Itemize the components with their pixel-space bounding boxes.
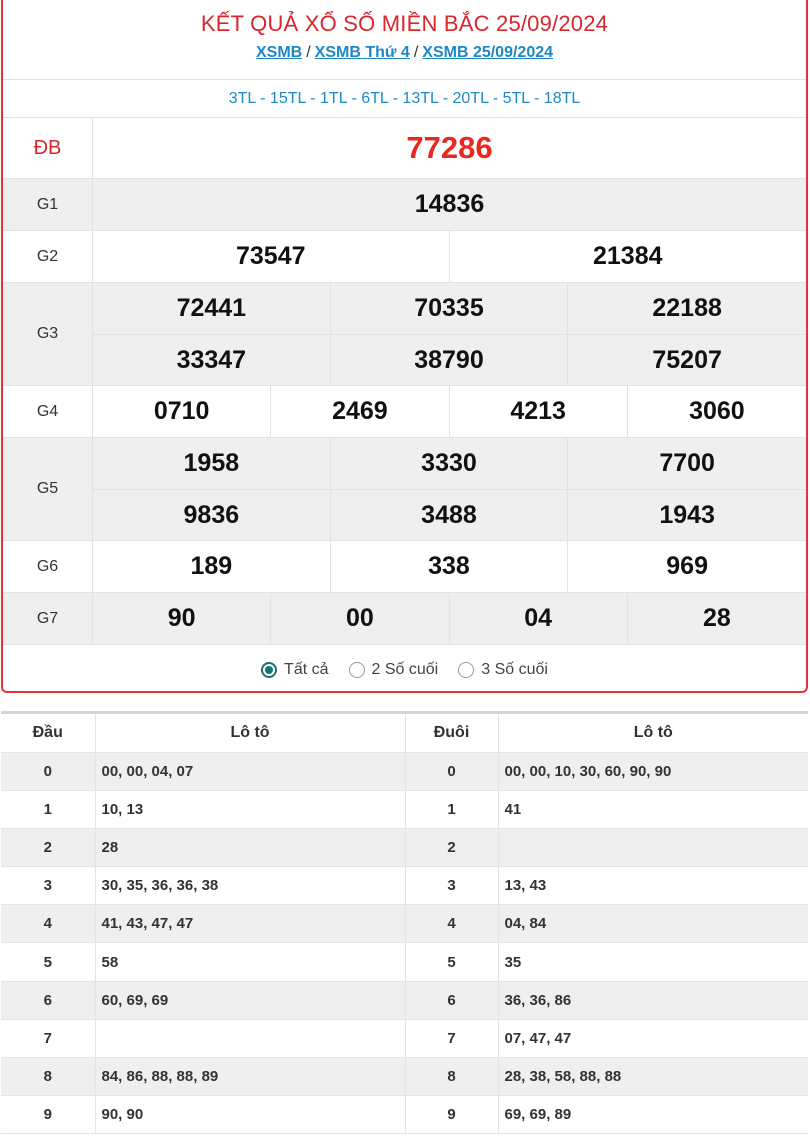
dau-loto-values: 60, 69, 69 [95, 981, 405, 1019]
digit-filter [3, 645, 806, 693]
dau-digit: 1 [1, 790, 95, 828]
prize-number: 70335 [331, 283, 569, 334]
prize-row-g1 [3, 179, 806, 231]
column-header-loto: Lô tô [498, 714, 808, 752]
duoi-loto-values: 69, 69, 89 [498, 1096, 808, 1134]
table-row [1, 1096, 808, 1134]
lottery-result-panel [1, 0, 808, 693]
dau-loto-values: 41, 43, 47, 47 [95, 905, 405, 943]
dau-loto-values: 28 [95, 828, 405, 866]
prize-number: 14836 [414, 190, 485, 218]
duoi-digit: 3 [405, 867, 498, 905]
radio-unchecked-icon[interactable] [458, 662, 474, 678]
breadcrumb-xsmb[interactable]: XSMB [255, 44, 303, 61]
dau-loto-values [95, 1019, 405, 1057]
dau-digit: 7 [1, 1019, 95, 1057]
prize-number: 21384 [592, 242, 663, 270]
duoi-digit: 5 [405, 943, 498, 981]
table-row [1, 828, 808, 866]
prize-label-g4: G4 [3, 386, 93, 437]
prize-number: 3488 [331, 489, 569, 541]
dau-digit: 5 [1, 943, 95, 981]
dau-loto-values: 58 [95, 943, 405, 981]
dau-loto-values: 84, 86, 88, 88, 89 [95, 1058, 405, 1096]
duoi-loto-values: 41 [498, 790, 808, 828]
table-row [1, 981, 808, 1019]
prize-number: 3330 [331, 438, 569, 489]
duoi-digit: 4 [405, 905, 498, 943]
prize-label-g5: G5 [3, 438, 93, 540]
table-row [1, 752, 808, 790]
filter-option-all[interactable] [261, 661, 328, 679]
dau-loto-values: 10, 13 [95, 790, 405, 828]
prize-row-g4 [3, 386, 806, 438]
dau-digit: 6 [1, 981, 95, 1019]
prize-number: 22188 [652, 294, 722, 322]
loto-header-row [1, 714, 808, 752]
radio-unchecked-icon[interactable] [349, 662, 365, 678]
duoi-loto-values: 28, 38, 58, 88, 88 [498, 1058, 808, 1096]
table-row [1, 1058, 808, 1096]
result-header [3, 0, 806, 80]
page-title: KẾT QUẢ XỔ SỐ MIỀN BẮC 25/09/2024 [200, 11, 609, 36]
breadcrumb-separator: / [413, 44, 419, 61]
prize-row-g2 [3, 231, 806, 283]
prize-row-db [3, 118, 806, 179]
prize-number: 75207 [568, 334, 806, 386]
prize-number: 1943 [568, 489, 806, 541]
prize-number: 969 [666, 552, 708, 580]
dau-digit: 0 [1, 752, 95, 790]
dau-digit: 3 [1, 867, 95, 905]
prize-number: 0710 [93, 386, 271, 437]
table-row [1, 905, 808, 943]
table-row [1, 867, 808, 905]
prize-label-g7: G7 [3, 593, 93, 644]
breadcrumb-separator: / [306, 44, 311, 61]
filter-option-label: 2 Số cuối [371, 661, 439, 678]
prize-number: 73547 [93, 231, 450, 282]
filter-option-last-2[interactable] [349, 661, 439, 679]
prize-number: 90 [93, 593, 271, 644]
table-row [1, 1019, 808, 1057]
duoi-loto-values [498, 828, 808, 866]
filter-option-label: Tất cả [284, 661, 329, 678]
prize-number: 7700 [659, 449, 715, 477]
loto-panel [1, 711, 808, 1136]
prize-number: 04 [450, 593, 628, 644]
dau-loto-values: 30, 35, 36, 36, 38 [95, 867, 405, 905]
breadcrumb [3, 44, 806, 62]
dau-digit: 8 [1, 1058, 95, 1096]
dau-digit: 2 [1, 828, 95, 866]
special-prize-number: 77286 [406, 130, 493, 165]
prize-row-g3 [3, 283, 806, 386]
prize-number: 33347 [93, 334, 331, 386]
prize-number: 4213 [450, 386, 628, 437]
breadcrumb-xsmb-thu4[interactable]: XSMB Thứ 4 [314, 44, 410, 61]
prize-number: 00 [271, 593, 449, 644]
column-header-duoi: Đuôi [405, 714, 498, 752]
prize-number: 189 [93, 541, 331, 592]
dau-loto-values: 90, 90 [95, 1096, 405, 1134]
prize-number: 9836 [93, 489, 331, 541]
prize-number: 72441 [93, 283, 331, 334]
filter-option-last-3[interactable] [458, 661, 548, 679]
table-row [1, 943, 808, 981]
duoi-loto-values: 04, 84 [498, 905, 808, 943]
prize-number: 2469 [271, 386, 449, 437]
duoi-digit: 6 [405, 981, 498, 1019]
duoi-loto-values: 36, 36, 86 [498, 981, 808, 1019]
dau-loto-values: 00, 00, 04, 07 [95, 752, 405, 790]
duoi-digit: 7 [405, 1019, 498, 1057]
prize-row-g5 [3, 438, 806, 541]
ticket-codes: 3TL - 15TL - 1TL - 6TL - 13TL - 20TL - 5TL - 18TL [3, 80, 806, 118]
duoi-loto-values: 13, 43 [498, 867, 808, 905]
column-header-loto: Lô tô [95, 714, 405, 752]
loto-table [1, 714, 808, 1134]
duoi-loto-values: 00, 00, 10, 30, 60, 90, 90 [498, 752, 808, 790]
breadcrumb-xsmb-date[interactable]: XSMB 25/09/2024 [422, 44, 554, 61]
dau-digit: 4 [1, 905, 95, 943]
prize-number: 28 [702, 604, 731, 632]
duoi-digit: 0 [405, 752, 498, 790]
dau-digit: 9 [1, 1096, 95, 1134]
prize-number: 3060 [689, 397, 745, 425]
duoi-digit: 8 [405, 1058, 498, 1096]
duoi-digit: 9 [405, 1096, 498, 1134]
column-header-dau: Đầu [1, 714, 95, 752]
prize-label-g1: G1 [3, 179, 93, 230]
prize-number: 1958 [93, 438, 331, 489]
duoi-digit: 1 [405, 790, 498, 828]
prize-number: 338 [331, 541, 569, 592]
radio-checked-icon[interactable] [261, 662, 277, 678]
duoi-loto-values: 07, 47, 47 [498, 1019, 808, 1057]
table-row [1, 790, 808, 828]
prize-label-g3: G3 [3, 283, 93, 385]
prize-row-g6 [3, 541, 806, 593]
prize-label-g2: G2 [3, 231, 93, 282]
prize-row-g7 [3, 593, 806, 645]
prize-number: 38790 [331, 334, 569, 386]
duoi-loto-values: 35 [498, 943, 808, 981]
prize-label-db: ĐB [3, 118, 93, 178]
prize-label-g6: G6 [3, 541, 93, 592]
duoi-digit: 2 [405, 828, 498, 866]
filter-option-label: 3 Số cuối [481, 661, 548, 678]
